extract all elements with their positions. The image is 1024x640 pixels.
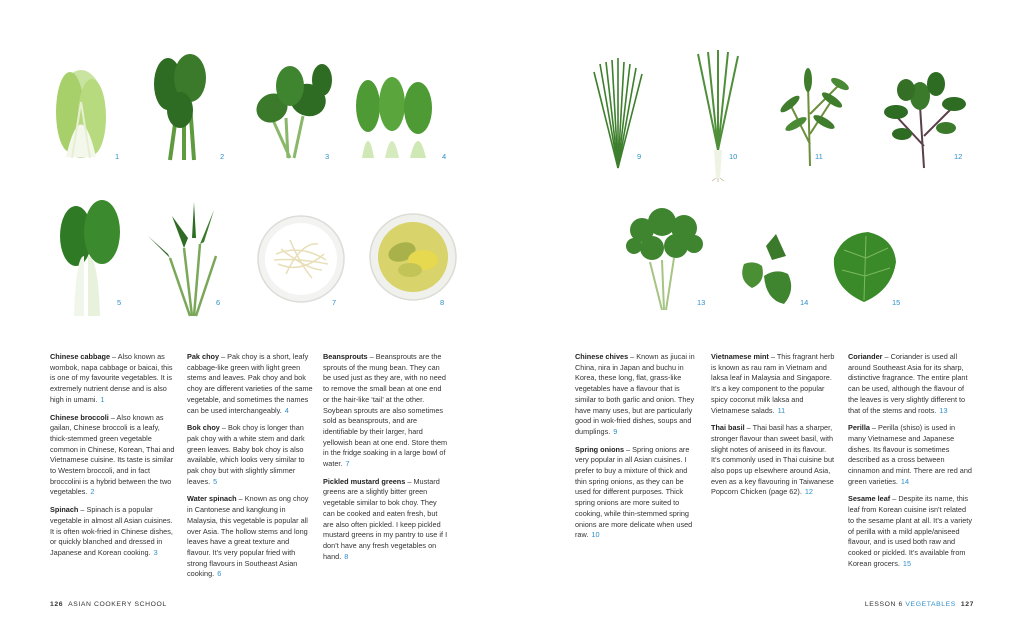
- entry-vietnamese-mint: Vietnamese mint – This fragrant herb is known as rau ram in Vietnam and laksa leaf in Malaysia and Singapore. It’s a key component to the popular spicy coconut milk laksa and Vietnamese salads. 11: [711, 352, 835, 415]
- chinese-cabbage-image: [48, 62, 112, 162]
- left-page-number: 126: [50, 601, 64, 608]
- right-page-number: 127: [960, 601, 974, 608]
- perilla-image: [736, 230, 800, 308]
- bok-choy-image: [56, 196, 126, 320]
- coriander-image: [622, 200, 706, 312]
- text-column-5: [711, 352, 837, 505]
- entry-spring-onions: Spring onions – Spring onions are very popular in all Asian cuisines. I prefer to buy a mixture of thick and thin spring onions, as they can be used for different purposes. Thick spring onions are more suited to cooking, while thin-stemmed spring onions are more delicate when used raw. 10: [575, 444, 693, 540]
- chinese-broccoli-image: [150, 52, 212, 164]
- sesame-leaf-image: [828, 228, 900, 304]
- image-number: 3: [325, 152, 330, 161]
- entry-chinese-broccoli: Chinese broccoli – Also known as gailan, Chinese broccoli is a leafy, thick-stemmed green vegetable common in Chinese, Korean, Thai and Vietnamese cuisine. Its taste is similar to Western broccoli, and in fact broccolini is a hybrid between the two vegetables. 2: [50, 412, 175, 497]
- image-number: 12: [954, 152, 963, 161]
- image-number: 11: [815, 152, 823, 161]
- spring-onions-image: [690, 50, 746, 182]
- section-label: VEGETABLES: [905, 601, 956, 608]
- text-column-3: [323, 352, 449, 569]
- image-number: 14: [800, 298, 809, 307]
- text-column-1: [50, 352, 176, 566]
- spinach-image: [248, 58, 338, 162]
- text-column-2: [187, 352, 313, 587]
- image-number: 7: [332, 298, 337, 307]
- entry-pickled-mustard-greens: Pickled mustard greens – Mustard greens are a slightly bitter green vegetable similar to bok choy. They can be cooked and eaten fresh, but are also often pickled. I keep pickled mustard greens in my pantry to use if I don’t have any fresh vegetables on hand. 8: [323, 476, 448, 561]
- image-number: 4: [442, 152, 447, 161]
- image-number: 10: [729, 152, 738, 161]
- entry-chinese-chives: Chinese chives – Known as jiucai in China, nira in Japan and buchu in Korea, these long, flat, grass-like vegetables have a flavour that is similar to both garlic and onion. They have many uses, but are particularly good in wok-fried dishes, soups and dumplings. 9: [575, 352, 695, 436]
- entry-bok-choy: Bok choy – Bok choy is longer than pak choy with a white stem and dark green leaves. Baby bok choy is also available, which looks very similar to pak choy but with slightly slimmer leaves. 5: [187, 423, 305, 486]
- water-spinach-image: [144, 198, 240, 318]
- entry-sesame-leaf: Sesame leaf – Despite its name, this leaf from Korean cuisine isn’t related to the sesame plant at all. It’s a variety of perilla with a mild apple/aniseed flavour, and is used both raw and cooked or pickled. It’s available from Korean grocers. 15: [848, 494, 972, 568]
- text-column-4: [575, 352, 701, 548]
- image-number: 9: [637, 152, 642, 161]
- entry-beansprouts: Beansprouts – Beansprouts are the sprouts of the mung bean. They can be used just as they are, with no need to remove the small bean at one end or the hair-like ‘tail’ at the other. Soybean sprouts are also sometimes sold as beansprouts, and are identifiable by their larger, hard yellowish bean at one end. Store them in the fridge soaking in a large bowl of water. 7: [323, 352, 448, 469]
- image-number: 13: [697, 298, 706, 307]
- pak-choy-image: [352, 74, 442, 160]
- entry-spinach: Spinach – Spinach is a popular vegetable in almost all Asian cuisines. It is often wok-fried in Chinese dishes, or quickly blanched and dressed in Japanese and Korean cooking. 3: [50, 505, 173, 557]
- image-number: 15: [892, 298, 901, 307]
- image-number: 8: [440, 298, 445, 307]
- entry-water-spinach: Water spinach – Known as ong choy in Cantonese and kangkung in Malaysia, this vegetable is popular all over Asia. The hollow stems and long leaves have a great texture and flavour. It’s very popular fried with strong flavours in Southeast Asian cooking. 6: [187, 494, 309, 579]
- image-number: 1: [115, 152, 120, 161]
- image-number: 2: [220, 152, 225, 161]
- lesson-label: LESSON 6: [864, 601, 903, 608]
- text-column-6: [848, 352, 974, 576]
- left-page-footer: [50, 601, 167, 608]
- entry-coriander: Coriander – Coriander is used all around Southeast Asia for its sharp, distinctive fragrance. The entire plant can be used, although the flavour of the leaves is very slightly different to that of the stems and roots. 13: [848, 352, 968, 415]
- vietnamese-mint-image: [770, 64, 850, 168]
- entry-perilla: Perilla – Perilla (shiso) is used in many Vietnamese and Japanese dishes. Its flavour is sometimes described as a cross between cinnamon and mint. There are red and green varieties. 14: [848, 423, 972, 486]
- book-title: ASIAN COOKERY SCHOOL: [68, 601, 167, 608]
- image-number: 6: [216, 298, 221, 307]
- beansprouts-image: [256, 214, 346, 304]
- right-page-footer: [865, 601, 974, 608]
- entry-thai-basil: Thai basil – Thai basil has a sharper, stronger flavour than sweet basil, with slight notes of aniseed in its flavour. It’s commonly used in Thai cuisine but also pops up elsewhere around Asia, even as a key flavouring in Taiwanese Popcorn Chicken (page 62). 12: [711, 423, 835, 497]
- image-number: 5: [117, 298, 122, 307]
- pickled-mustard-greens-image: [368, 212, 458, 302]
- entry-chinese-cabbage: Chinese cabbage – Also known as wombok, napa cabbage or baicai, this is one of my favourite vegetables. It is extremely nutrient dense and is also high in umami. 1: [50, 352, 173, 404]
- entry-pak-choy: Pak choy – Pak choy is a short, leafy cabbage-like green with light green stems and leaves. Pak choy and bok choy are different varieties of the same vegetable, and sometimes the names can be used interchangeably. 4: [187, 352, 313, 415]
